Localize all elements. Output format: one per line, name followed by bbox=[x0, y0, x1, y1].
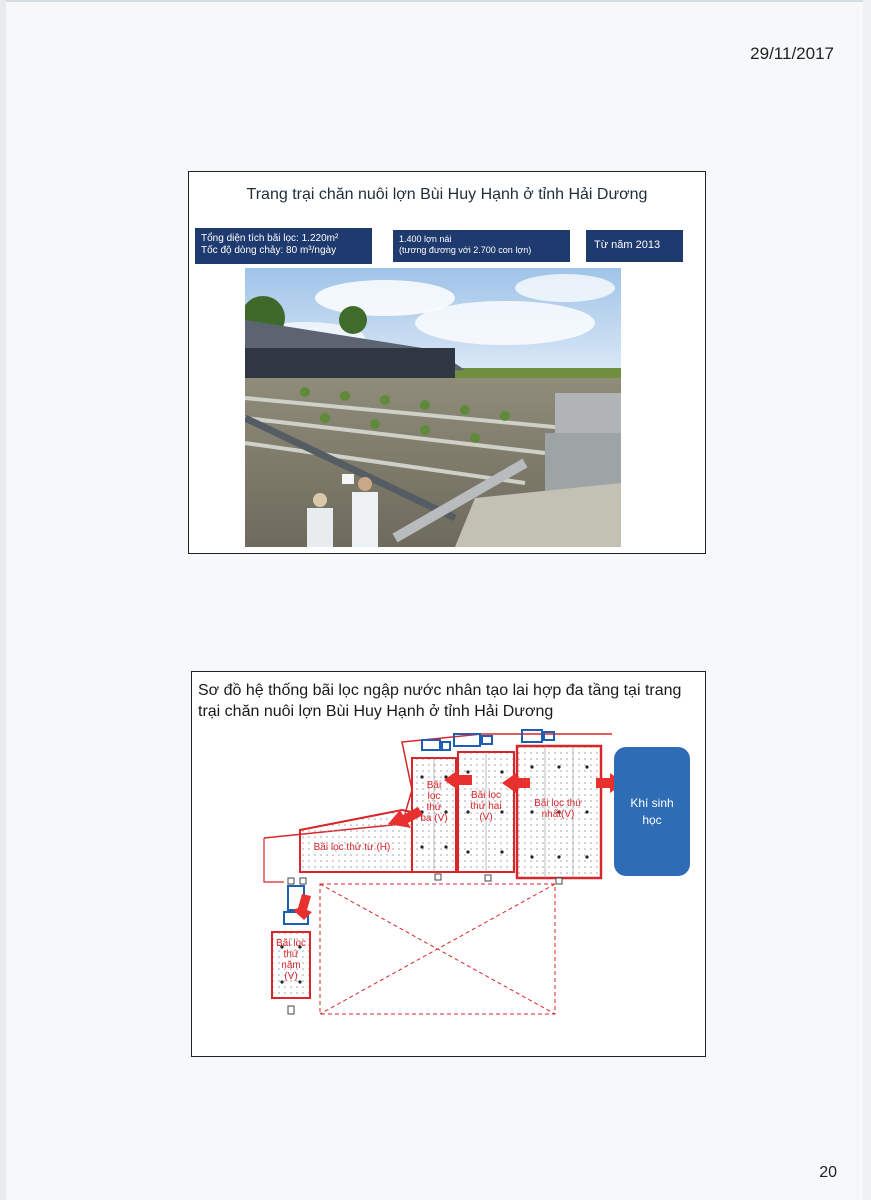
slide-farm-overview bbox=[188, 171, 706, 554]
farm-photo bbox=[245, 268, 621, 547]
slide1-title: Trang trại chăn nuôi lợn Bùi Huy Hạnh ở tỉnh Hải Dương bbox=[246, 186, 648, 203]
future-construction-area bbox=[320, 884, 555, 1014]
pig-equivalent-text: (tương đương với 2.700 con lợn) bbox=[399, 245, 532, 255]
filter-area-box bbox=[195, 228, 372, 264]
slide-wetland-diagram bbox=[191, 671, 706, 1057]
farm-photo-illustration bbox=[245, 268, 621, 547]
slide2-title: Sơ đồ hệ thống bãi lọc ngập nước nhân tạo lai hợp đa tầng tại trang trại chăn nuôi lợn Bùi Huy Hạnh ở tỉnh Hải Dương bbox=[198, 682, 682, 720]
filter-label-second: Bãi lọc thứ hai (V) bbox=[470, 790, 502, 823]
page-number: 20 bbox=[819, 1164, 837, 1181]
page-top-edge bbox=[0, 0, 871, 2]
biogas-label: Khí sinh học bbox=[630, 795, 674, 827]
since-year-text: Từ năm 2013 bbox=[594, 239, 661, 251]
page-date: 29/11/2017 bbox=[750, 44, 834, 63]
filter-label-first: Bãi lọc thứ nhất(V) bbox=[534, 798, 582, 820]
outlet-boxes bbox=[288, 874, 562, 1014]
sows-count-text: 1.400 lợn nái bbox=[399, 234, 452, 244]
sows-box bbox=[393, 230, 570, 262]
filter-area-text: Tổng diện tích bãi lọc: 1.220m² bbox=[201, 233, 339, 244]
biogas-tank bbox=[614, 747, 690, 876]
filter-label-third: Bãi lọc thứ ba (V) bbox=[420, 780, 448, 824]
page-left-edge bbox=[0, 0, 6, 1200]
flow-rate-text: Tốc độ dòng chảy: 80 m³/ngày bbox=[201, 245, 337, 256]
filter-label-fourth: Bãi lọc thứ tư (H) bbox=[313, 842, 391, 853]
page-right-edge bbox=[863, 0, 871, 1200]
since-year-box bbox=[586, 230, 683, 262]
filter-label-fifth: Bãi lọc thứ năm (V) bbox=[276, 938, 307, 982]
